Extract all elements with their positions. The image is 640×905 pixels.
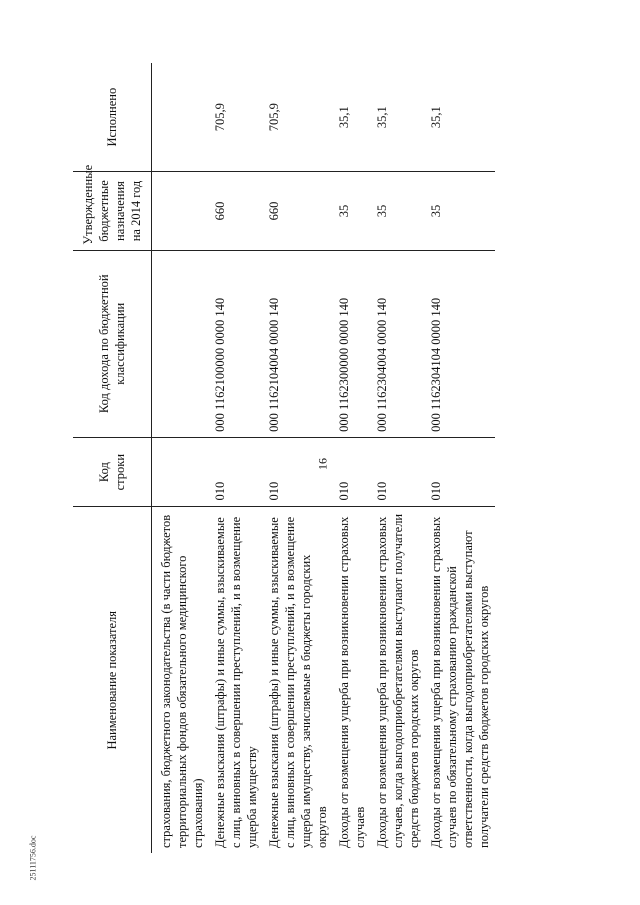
- cell-revenue-code: 000 1162300000 0000 140: [333, 250, 371, 437]
- cell-approved: 660: [209, 172, 263, 250]
- cell-line-code: 010: [425, 437, 495, 507]
- header-executed: Исполнено: [73, 63, 152, 172]
- cell-approved: 35: [333, 172, 371, 250]
- cell-executed: 705,9: [263, 63, 333, 172]
- table-row: [209, 63, 263, 853]
- cell-executed: 35,1: [425, 63, 495, 172]
- cell-executed: [152, 63, 210, 172]
- header-approved: Утвержденные бюджетные назначения на 2014 год: [73, 172, 152, 250]
- cell-line-code: 010: [371, 437, 425, 507]
- table-row: [152, 63, 210, 853]
- table-row: [425, 63, 495, 853]
- cell-indicator-name: страхования, бюджетного законодательства (в части бюджетов территориальных фондов обязательного медицинского страхования): [159, 514, 205, 848]
- page-number: 16: [315, 458, 330, 470]
- cell-line-code: [152, 437, 210, 507]
- revenue-table: [73, 63, 495, 853]
- cell-revenue-code: 000 1162100000 0000 140: [209, 250, 263, 437]
- cell-revenue-code: [152, 250, 210, 437]
- report-table-container: [73, 63, 640, 853]
- cell-indicator-name: Доходы от возмещения ущерба при возникновении страховых случаев: [337, 516, 367, 848]
- cell-revenue-code: 000 1162104004 0000 140: [263, 250, 333, 437]
- header-indicator-name: Наименование показателя: [73, 507, 152, 853]
- cell-line-code: 010: [333, 437, 371, 507]
- header-revenue-code: Код дохода по бюджетной классификации: [73, 250, 152, 437]
- table-row: [263, 63, 333, 853]
- table-row: [371, 63, 425, 853]
- cell-approved: 35: [371, 172, 425, 250]
- document-id: 25111756.doc: [28, 835, 38, 881]
- cell-approved: [152, 172, 210, 250]
- cell-revenue-code: 000 1162304004 0000 140: [371, 250, 425, 437]
- table-header-row: [73, 63, 152, 853]
- cell-executed: 705,9: [209, 63, 263, 172]
- cell-revenue-code: 000 1162304104 0000 140: [425, 250, 495, 437]
- cell-line-code: 010: [209, 437, 263, 507]
- cell-indicator-name: Денежные взыскания (штрафы) и иные суммы, взыскиваемые с лиц, виновных в совершении преступлений, и в возмещение ущерба имуществу, зачисляемые в бюджеты городских округов: [267, 516, 329, 848]
- cell-indicator-name: Доходы от возмещения ущерба при возникновении страховых случаев, когда выгодоприобретателями выступают получатели средств бюджетов городских округов: [375, 513, 421, 848]
- cell-approved: 660: [263, 172, 333, 250]
- cell-approved: 35: [425, 172, 495, 250]
- cell-executed: 35,1: [371, 63, 425, 172]
- cell-indicator-name: Денежные взыскания (штрафы) и иные суммы, взыскиваемые с лиц, виновных в совершении преступлений, и в возмещение ущерба имуществу: [213, 516, 259, 848]
- table-row: [333, 63, 371, 853]
- cell-executed: 35,1: [333, 63, 371, 172]
- cell-line-code: 010: [263, 437, 333, 507]
- cell-indicator-name: Доходы от возмещения ущерба при возникновении страховых случаев по обязательному страхованию гражданской ответственности, когда выгодоприобретателями выступают получатели средств бюджетов городских округов: [429, 516, 491, 848]
- header-line-code: Код строки: [73, 437, 152, 507]
